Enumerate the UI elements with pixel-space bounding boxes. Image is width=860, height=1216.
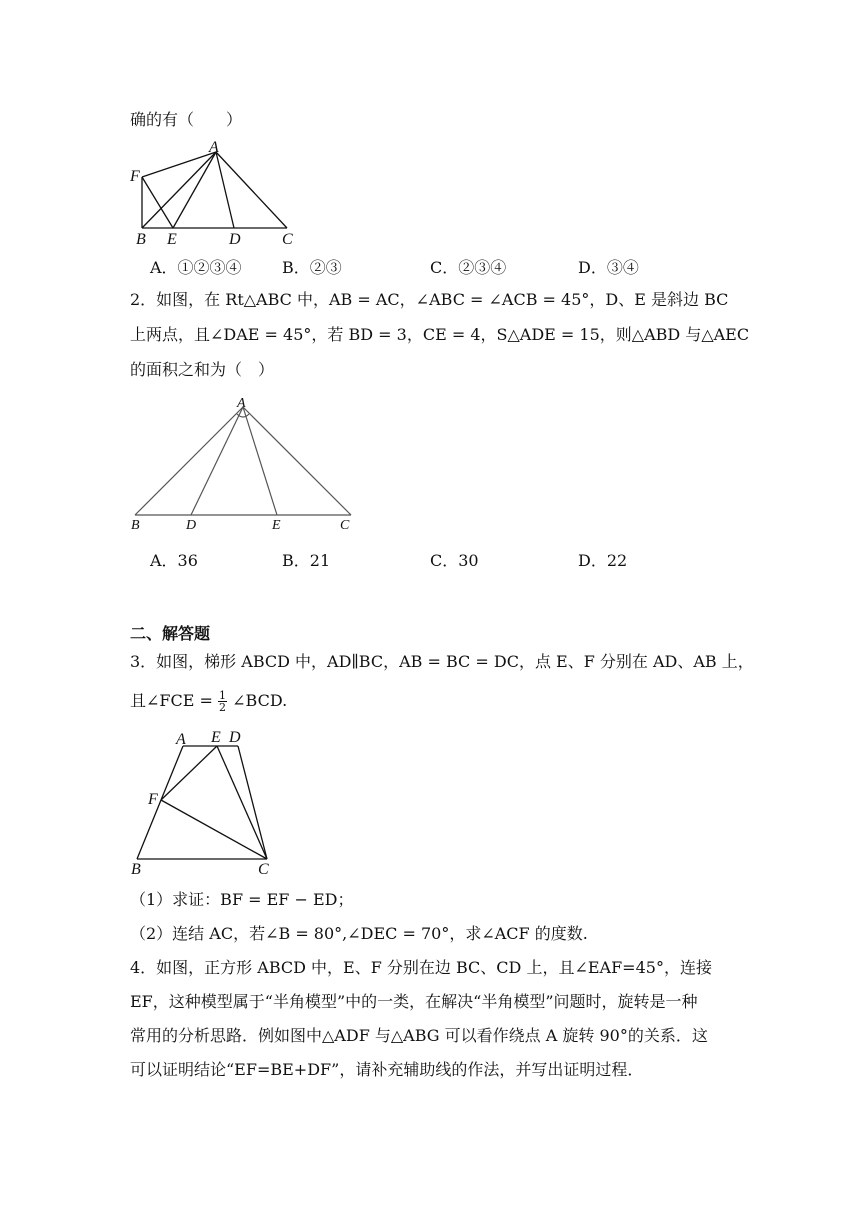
- q3-label-b: B: [131, 861, 141, 878]
- q2-option-c: C．30: [430, 551, 479, 570]
- q3-figure: [125, 726, 285, 876]
- q2-label-a: A: [237, 396, 246, 411]
- q3-label-d: D: [229, 729, 241, 746]
- q2-line-1: 2．如图，在 Rt△ABC 中，AB = AC，∠ABC = ∠ACB = 45°，D、E 是斜边 BC: [130, 290, 729, 309]
- q3-part-2: （2）连结 AC，若∠B = 80°,∠DEC = 70°，求∠ACF 的度数.: [130, 924, 588, 943]
- q2-label-d: D: [186, 518, 197, 533]
- q3-label-c: C: [258, 861, 269, 878]
- q1-tail-text: 确的有（ ）: [130, 110, 243, 129]
- q3-line-1: 3．如图，梯形 ABCD 中，AD∥BC，AB = BC = DC，点 E、F 分别在 AD、AB 上，: [130, 652, 754, 671]
- q1-label-b: B: [136, 231, 146, 248]
- q3-label-f: F: [148, 791, 158, 808]
- q4-line-3: 常用的分析思路．例如图中△ADF 与△ABG 可以看作绕点 A 旋转 90°的关系．这: [130, 1026, 708, 1045]
- section-heading: 二、解答题: [130, 624, 211, 643]
- q3-fraction-denominator: 2: [219, 701, 227, 714]
- q2-figure: [125, 393, 365, 535]
- q4-line-4: 可以证明结论“EF=BE+DF”，请补充辅助线的作法，并写出证明过程．: [130, 1060, 644, 1079]
- q2-line-3: 的面积之和为（ ）: [130, 360, 275, 379]
- q1-label-a: A: [209, 139, 219, 156]
- q1-option-a: A．①②③④: [150, 258, 242, 277]
- q3-line-2-post: ∠BCD.: [232, 691, 288, 710]
- q4-line-1: 4．如图，正方形 ABCD 中，E、F 分别在边 BC、CD 上，且∠EAF=45°，连接: [130, 958, 712, 977]
- q1-option-d: D．③④: [578, 258, 639, 277]
- q1-label-f: F: [130, 168, 140, 185]
- q2-line-2: 上两点，且∠DAE = 45°，若 BD = 3，CE = 4，S△ADE = 15，则△ABD 与△AEC: [130, 325, 750, 344]
- q2-label-b: B: [131, 518, 140, 533]
- q1-label-c: C: [282, 231, 293, 248]
- q3-label-a: A: [176, 731, 186, 748]
- q2-option-b: B．21: [282, 551, 331, 570]
- q2-label-c: C: [340, 518, 350, 533]
- q2-option-a: A．36: [150, 551, 198, 570]
- q3-part-1: （1）求证：BF = EF − ED；: [130, 890, 354, 909]
- q3-label-e: E: [211, 729, 221, 746]
- q3-line-2-pre: 且∠FCE =: [130, 691, 213, 710]
- q4-line-2: EF，这种模型属于“半角模型”中的一类，在解决“半角模型”问题时，旋转是一种: [130, 992, 698, 1011]
- q2-label-e: E: [272, 518, 281, 533]
- q2-option-d: D．22: [578, 551, 628, 570]
- q1-figure: [125, 138, 305, 250]
- q3-line-2: [130, 688, 287, 714]
- q1-option-c: C．②③④: [430, 258, 507, 277]
- q3-fraction: [218, 690, 227, 713]
- q1-option-b: B．②③: [282, 258, 342, 277]
- q1-label-d: D: [229, 231, 241, 248]
- q3-fraction-numerator: 1: [219, 689, 227, 702]
- q1-label-e: E: [167, 231, 177, 248]
